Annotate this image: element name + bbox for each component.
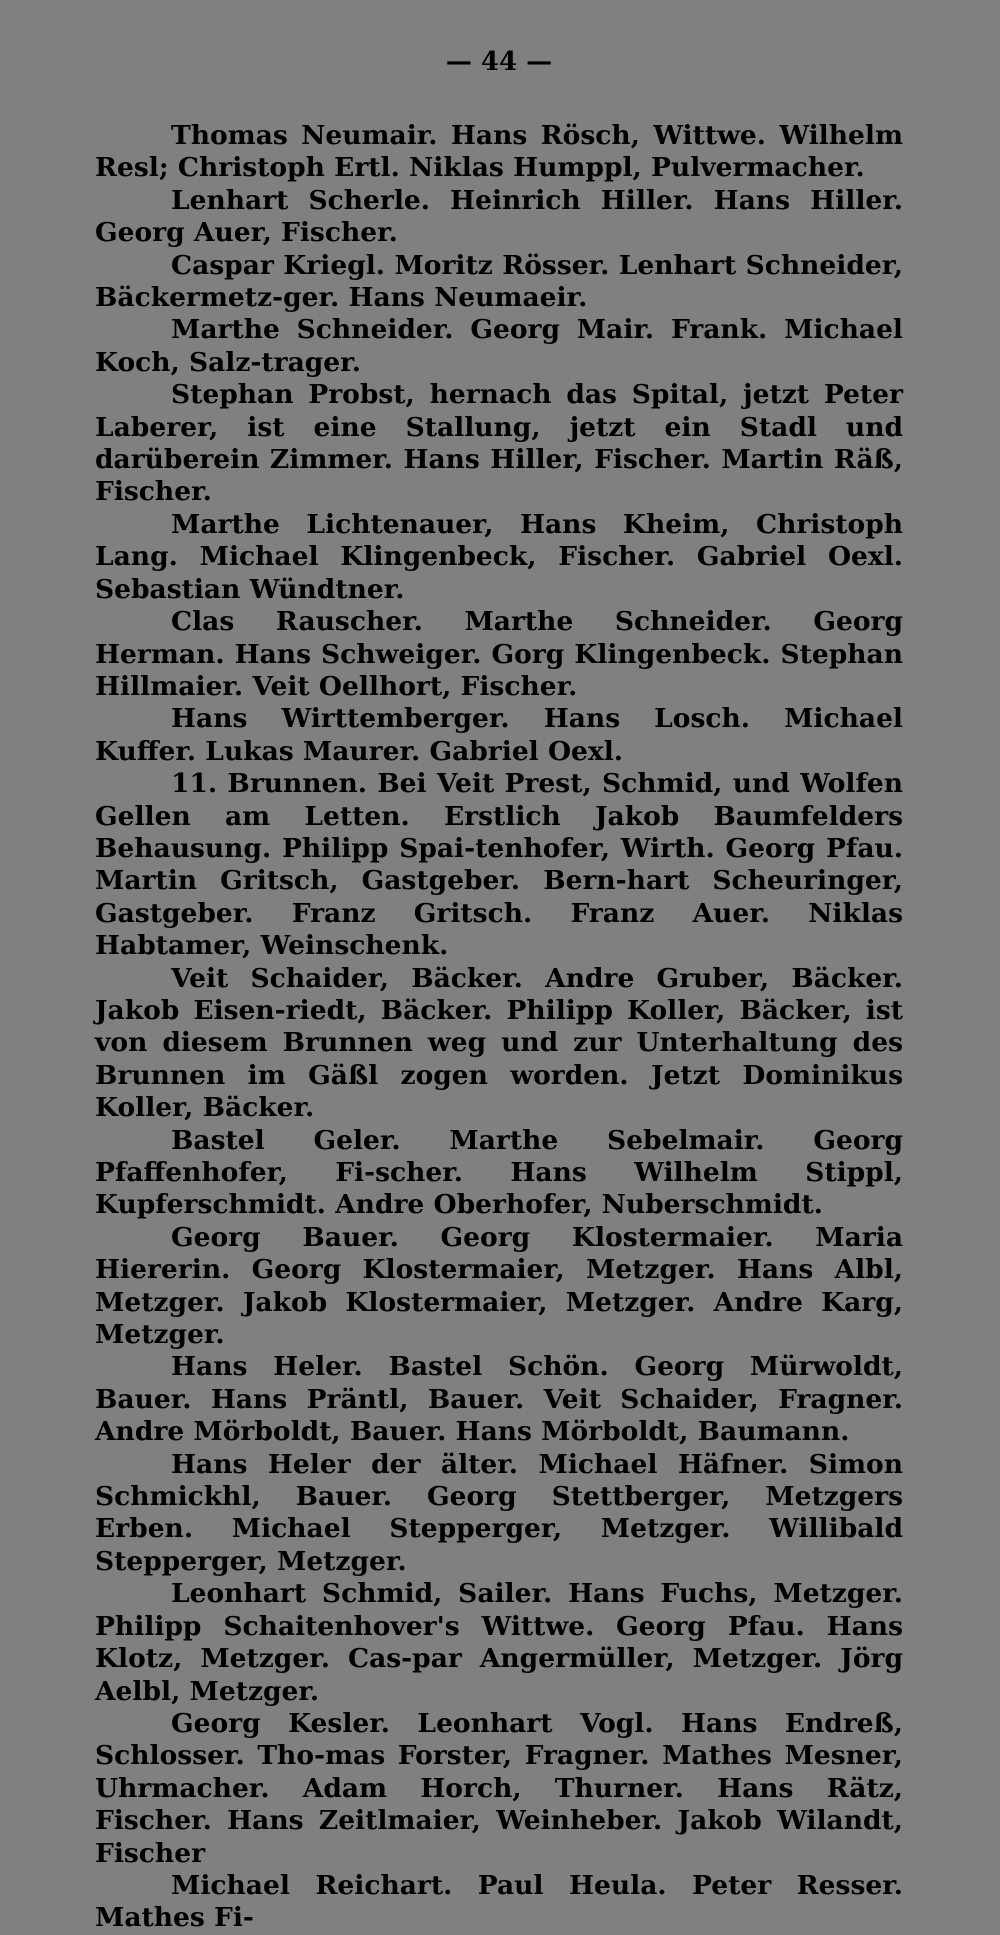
paragraph: Bastel Geler. Marthe Sebelmair. Georg Pfaffenhofer, Fi-scher. Hans Wilhelm Stippl, Kupferschmidt. Andre Oberhofer, Nuberschmidt. (95, 1124, 903, 1221)
paragraph: 11. Brunnen. Bei Veit Prest, Schmid, und Wolfen Gellen am Letten. Erstlich Jakob Baumfelders Behausung. Philipp Spai-tenhofer, Wirth. Georg Pfau. Martin Gritsch, Gastgeber. Bern-hart Scheuringer, Gastgeber. Franz Gritsch. Franz Auer. Niklas Habtamer, Weinschenk. (95, 768, 903, 962)
page-content (95, 44, 903, 1935)
paragraph: Caspar Kriegl. Moritz Rösser. Lenhart Schneider, Bäckermetz-ger. Hans Neumaeir. (95, 249, 903, 314)
paragraph: Thomas Neumair. Hans Rösch, Wittwe. Wilhelm Resl; Christoph Ertl. Niklas Humppl, Pulvermacher. (95, 120, 903, 184)
paragraph: Marthe Schneider. Georg Mair. Frank. Michael Koch, Salz-trager. (95, 314, 903, 378)
paragraph: Georg Bauer. Georg Klostermaier. Maria Hiererin. Georg Klostermaier, Metzger. Hans Albl, Metzger. Jakob Klostermaier, Metzger. Andre Karg, Metzger. (95, 1221, 903, 1351)
paragraph: Michael Reichart. Paul Heula. Peter Resser. Mathes Fi- (95, 1869, 903, 1934)
paragraph: Veit Schaider, Bäcker. Andre Gruber, Bäcker. Jakob Eisen-riedt, Bäcker. Philipp Koller, Bäcker, ist von diesem Brunnen weg und zur Unterhaltung des Brunnen im Gäßl zogen worden. Jetzt Dominikus Koller, Bäcker. (95, 962, 903, 1124)
page-number: — 44 — (445, 47, 553, 77)
paragraph: Hans Wirttemberger. Hans Losch. Michael Kuffer. Lukas Maurer. Gabriel Oexl. (95, 703, 903, 767)
body-text (95, 120, 903, 1935)
paragraph: Georg Kesler. Leonhart Vogl. Hans Endreß, Schlosser. Tho-mas Forster, Fragner. Mathes Mesner, Uhrmacher. Adam Horch, Thurner. Hans Rätz, Fischer. Hans Zeitlmaier, Weinheber. Jakob Wilandt, Fischer (95, 1707, 903, 1869)
paragraph: Clas Rauscher. Marthe Schneider. Georg Herman. Hans Schweiger. Gorg Klingenbeck. Stephan Hillmaier. Veit Oellhort, Fischer. (95, 606, 903, 702)
paragraph: Hans Heler. Bastel Schön. Georg Mürwoldt, Bauer. Hans Präntl, Bauer. Veit Schaider, Fragner. Andre Mörboldt, Bauer. Hans Mörboldt, Baumann. (95, 1351, 903, 1448)
paragraph: Stephan Probst, hernach das Spital, jetzt Peter Laberer, ist eine Stallung, jetzt ein Stadl und darüberein Zimmer. Hans Hiller, Fischer. Martin Räß, Fischer. (95, 379, 903, 508)
paragraph: Leonhart Schmid, Sailer. Hans Fuchs, Metzger. Philipp Schaitenhover's Wittwe. Georg Pfau. Hans Klotz, Metzger. Cas-par Angermüller, Metzger. Jörg Aelbl, Metzger. (95, 1578, 903, 1707)
paragraph: Hans Heler der älter. Michael Häfner. Simon Schmickhl, Bauer. Georg Stettberger, Metzgers Erben. Michael Stepperger, Metzger. Willibald Stepperger, Metzger. (95, 1448, 903, 1577)
paragraph: Lenhart Scherle. Heinrich Hiller. Hans Hiller. Georg Auer, Fischer. (95, 184, 903, 249)
paragraph: Marthe Lichtenauer, Hans Kheim, Christoph Lang. Michael Klingenbeck, Fischer. Gabriel Oexl. Sebastian Wündtner. (95, 508, 903, 605)
